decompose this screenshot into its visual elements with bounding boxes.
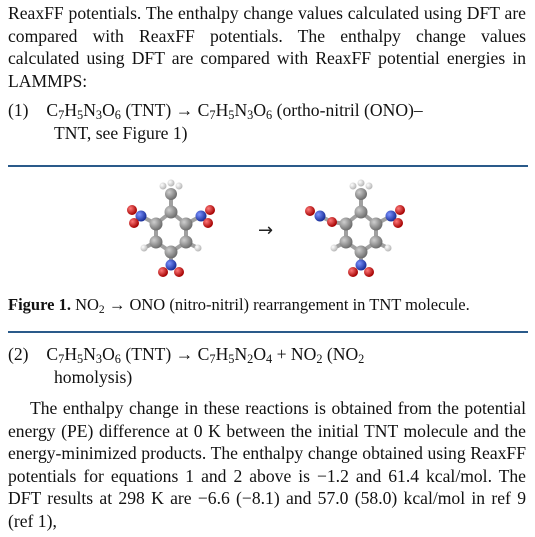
equation-2-arrow: (TNT) → [120,344,198,364]
figure-1-caption: Figure 1. $NO_2$ → ONO (nitro-nitril) rearrangement in TNT molecule. [8,295,470,316]
equation-1-note: (ortho-nitril (ONO)– [272,100,423,120]
tnt-atoms [127,180,215,278]
results-paragraph: The enthalpy change in these reactions is obtained from the potential energy (PE) difference at 0 K between the initial TNT molecule and the energy-minimized products. The enthalpy change obtained using ReaxFF potentials for equations 1 and 2 above is −1.2 and 61.4 kcal/mol. The DFT results at 298 K are −6.6 (−8.1) and 57.0 (58.0) kcal/mol in ref 9 (ref 1), [8,398,526,531]
equation-1-rhs: $C_7H_5N_3O_6$ [197,100,273,123]
equation-2-lhs: $C_7H_5N_3O_6$ [46,344,121,367]
equation-2: (2) $C_7H_5N_3O_6$ $(TNT) \to C_7H_5N_2O_4 + NO_2$ ($NO_2$ homolysis) [8,343,528,388]
equation-1-lhs: $C_7H_5N_3O_6$ [46,100,121,123]
figure-1-molecules [8,176,528,286]
figure-1-label: Figure 1. [8,295,71,314]
figure-top-rule [8,165,528,167]
reaction-arrow: → [258,220,274,241]
equation-1 [8,99,528,144]
equation-2-number: (2) [8,344,29,364]
equation-1-number: (1) [8,100,29,120]
figure-bottom-rule [8,331,528,333]
equation-1-arrow: (TNT) → [120,100,198,120]
figure-1 [8,176,528,286]
equation-2-continuation: homolysis) [54,366,133,387]
equation-2-rhs: $C_7H_5N_2O_4$ [197,344,273,367]
intro-paragraph: ReaxFF potentials. The enthalpy change values calculated using DFT are compared with ReaxFF potentials. The enthalpy change values calculated using DFT are compared with ReaxFF potential energies in LAMMPS: [8,3,526,91]
equation-1-continuation: TNT, see Figure 1) [54,122,188,143]
ono-tnt-atoms [305,180,405,278]
